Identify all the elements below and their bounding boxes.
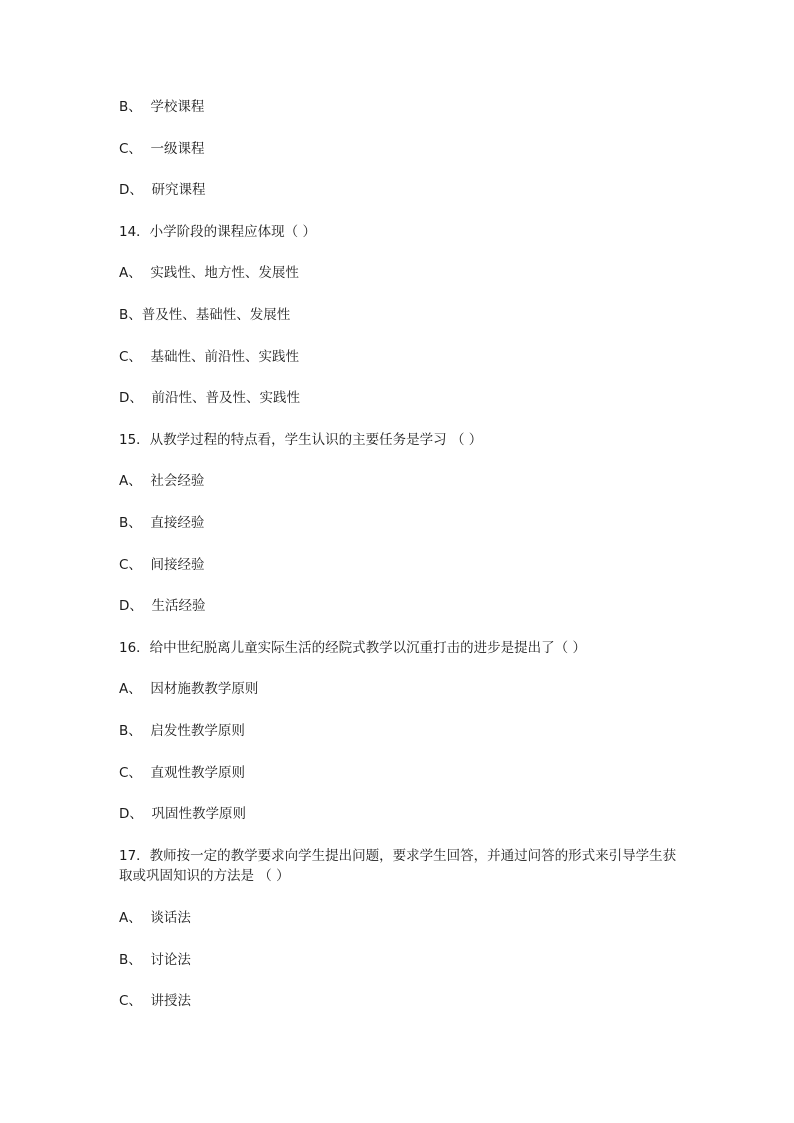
option-b-q16: B、 启发性教学原则: [119, 723, 245, 739]
option-a-q16: A、 因材施教教学原则: [119, 681, 259, 697]
option-d-q14: D、 前沿性、普及性、实践性: [119, 390, 300, 406]
option-d-q16: D、 巩固性教学原则: [119, 806, 246, 822]
option-d-q15: D、 生活经验: [119, 598, 206, 614]
question-14: 14．小学阶段的课程应体现（ ）: [119, 224, 316, 240]
question-16: 16．给中世纪脱离儿童实际生活的经院式教学以沉重打击的进步是提出了（ ）: [119, 640, 586, 656]
option-b-q13: B、 学校课程: [119, 99, 205, 115]
option-c-q17: C、 讲授法: [119, 993, 192, 1009]
option-b-q15: B、 直接经验: [119, 515, 205, 531]
question-17: 17．教师按一定的教学要求向学生提出问题，要求学生回答，并通过问答的形式来引导学生获取或巩固知识的方法是 （ ）: [119, 848, 677, 884]
option-c-q14: C、 基础性、前沿性、实践性: [119, 349, 300, 365]
option-b-q14: B、普及性、基础性、发展性: [119, 307, 291, 323]
option-a-q17: A、 谈话法: [119, 910, 191, 926]
option-a-q14: A、 实践性、地方性、发展性: [119, 265, 299, 281]
option-a-q15: A、 社会经验: [119, 473, 205, 489]
option-c-q13: C、 一级课程: [119, 141, 205, 157]
option-b-q17: B、 讨论法: [119, 952, 191, 968]
question-15: 15．从教学过程的特点看，学生认识的主要任务是学习 （ ）: [119, 432, 483, 448]
option-d-q13: D、 研究课程: [119, 182, 206, 198]
option-c-q16: C、 直观性教学原则: [119, 765, 246, 781]
option-c-q15: C、 间接经验: [119, 557, 205, 573]
